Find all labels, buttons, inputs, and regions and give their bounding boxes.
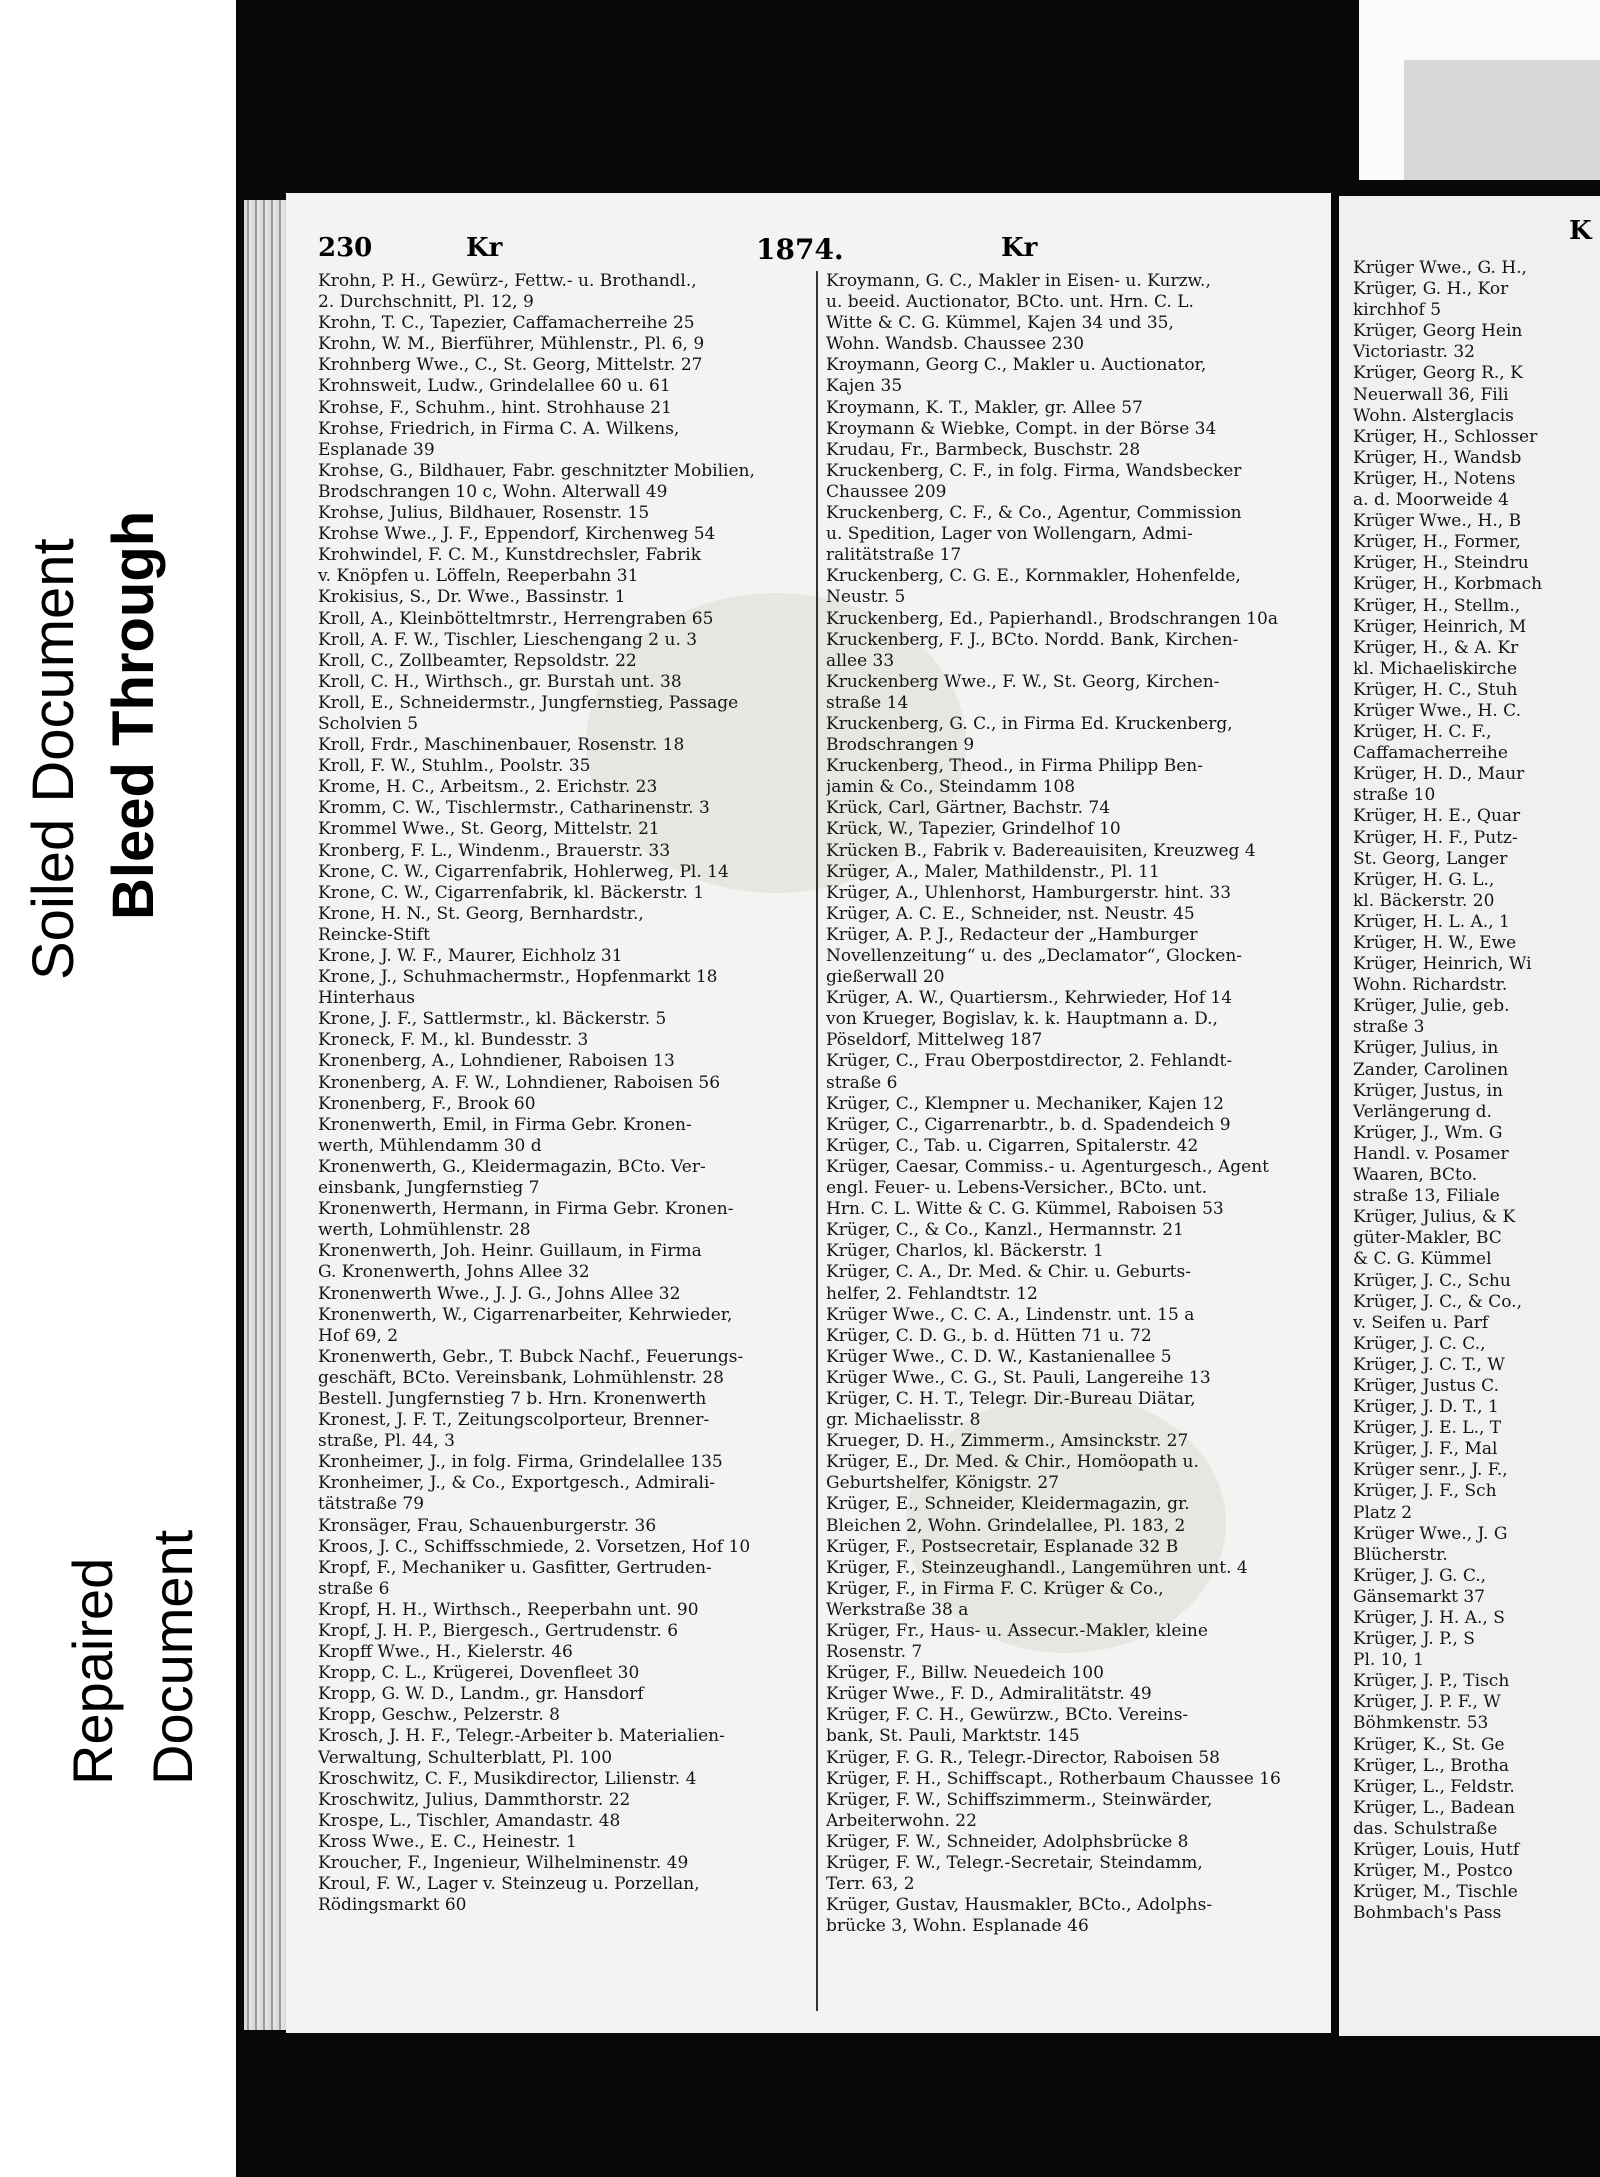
directory-entry-line: Chaussee 209 bbox=[826, 481, 947, 502]
directory-entry-line: Krommel Wwe., St. Georg, Mittelstr. 21 bbox=[318, 819, 660, 840]
directory-entry-line: Krone, C. W., Cigarrenfabrik, kl. Bäckerstr. 1 bbox=[318, 882, 705, 903]
directory-entry-line: Krüger, J. F., Sch bbox=[1353, 1481, 1497, 1502]
directory-entry-line: Kroymann, G. C., Makler in Eisen- u. Kurzw., bbox=[826, 271, 1211, 291]
directory-entry-line: Kroll, A. F. W., Tischler, Lieschengang 2 u. 3 bbox=[318, 629, 698, 650]
directory-entry-line: Krüger, J., Wm. G bbox=[1353, 1122, 1503, 1143]
directory-entry-line: Krück, W., Tapezier, Grindelhof 10 bbox=[826, 819, 1121, 840]
directory-entry-line: Krück, Carl, Gärtner, Bachstr. 74 bbox=[826, 798, 1111, 819]
header-letters-right: Kr bbox=[1001, 233, 1038, 263]
directory-entry-line: brücke 3, Wohn. Esplanade 46 bbox=[826, 1916, 1089, 1937]
directory-entry-line: Brodschrangen 10 c, Wohn. Alterwall 49 bbox=[318, 481, 668, 502]
directory-entry-line: Krüger, Julius, in bbox=[1353, 1038, 1499, 1059]
directory-entry-line: Kroymann, Georg C., Makler u. Auctionator, bbox=[826, 355, 1207, 376]
directory-entry-line: Wohn. Wandsb. Chaussee 230 bbox=[826, 334, 1085, 355]
directory-entry-line: Krone, H. N., St. Georg, Bernhardstr., bbox=[318, 903, 644, 924]
directory-entry-line: Esplanade 39 bbox=[318, 439, 435, 460]
directory-entry-line: Krüger, H. G. L., bbox=[1353, 869, 1495, 890]
directory-entry-line: Krüger, F. W., Schiffszimmerm., Steinwärder, bbox=[826, 1789, 1213, 1810]
soiled-document-label: Soiled Document bbox=[21, 538, 86, 980]
directory-entry-line: Krone, J. F., Sattlermstr., kl. Bäckerstr. 5 bbox=[318, 1009, 667, 1030]
directory-entry-line: Pöseldorf, Mittelweg 187 bbox=[826, 1030, 1043, 1051]
directory-entry-line: Kroll, A., Kleinbötteltmrstr., Herrengraben 65 bbox=[318, 608, 714, 629]
directory-entry-line: Neustr. 5 bbox=[826, 587, 906, 608]
directory-entry-line: Krüger, H. W., Ewe bbox=[1353, 933, 1517, 953]
directory-entry-line: Krüger, F. G. R., Telegr.-Director, Raboisen 58 bbox=[826, 1747, 1220, 1768]
directory-entry-line: Kropf, F., Mechaniker u. Gasfitter, Gertruden- bbox=[318, 1557, 712, 1578]
directory-entry-line: Kronenwerth, Joh. Heinr. Guillaum, in Firma bbox=[318, 1241, 702, 1262]
directory-entry-line: Platz 2 bbox=[1353, 1502, 1413, 1523]
directory-entry-line: Kronberg, F. L., Windenm., Brauerstr. 33 bbox=[318, 840, 671, 861]
directory-entry-line: Krüger, J. C., & Co., bbox=[1353, 1291, 1522, 1312]
directory-entry-line: Krüger, J. D. T., 1 bbox=[1353, 1397, 1499, 1418]
next-page-header: K bbox=[1569, 216, 1592, 246]
directory-entry-line: Krüger, L., Feldstr. bbox=[1353, 1776, 1515, 1797]
directory-entry-line: Krüger, C. A., Dr. Med. & Chir. u. Geburts- bbox=[826, 1262, 1191, 1283]
directory-entry-line: Wohn. Alsterglacis bbox=[1353, 405, 1514, 426]
directory-entry-line: gießerwall 20 bbox=[826, 967, 945, 988]
directory-entry-line: a. d. Moorweide 4 bbox=[1353, 490, 1509, 511]
page-header bbox=[286, 233, 1331, 269]
directory-entry-line: kirchhof 5 bbox=[1353, 300, 1442, 321]
directory-entry-line: Kroul, F. W., Lager v. Steinzeug u. Porzellan, bbox=[318, 1874, 700, 1895]
directory-entry-line: Krüger, L., Brotha bbox=[1353, 1755, 1510, 1776]
directory-entry-line: v. Knöpfen u. Löffeln, Reeperbahn 31 bbox=[318, 566, 639, 587]
directory-entry-line: straße 13, Filiale bbox=[1353, 1186, 1500, 1207]
directory-entry-line: Kronenberg, A. F. W., Lohndiener, Raboisen 56 bbox=[318, 1072, 721, 1093]
directory-entry-line: Kropp, Geschw., Pelzerstr. 8 bbox=[318, 1705, 560, 1726]
directory-entry-line: Geburtshelfer, Königstr. 27 bbox=[826, 1473, 1060, 1494]
directory-entry-line: Krüger, Fr., Haus- u. Assecur.-Makler, kleine bbox=[826, 1621, 1208, 1641]
directory-entry-line: Kromm, C. W., Tischlermstr., Catharinenstr. 3 bbox=[318, 798, 710, 819]
directory-entry-line: Krüger, H. E., Quar bbox=[1353, 806, 1521, 827]
directory-entry-line: Krüger, J. C. C., bbox=[1353, 1333, 1486, 1354]
directory-entry-line: Kroll, C. H., Wirthsch., gr. Burstah unt. 38 bbox=[318, 671, 682, 692]
directory-entry-line: Caffamacherreihe bbox=[1353, 743, 1508, 764]
directory-entry-line: Krüger Wwe., F. D., Admiralitätstr. 49 bbox=[826, 1684, 1152, 1705]
directory-entry-line: Hinterhaus bbox=[318, 988, 415, 1009]
adjacent-paper-shadow bbox=[1404, 60, 1600, 180]
directory-entry-line: Krüger, G. H., Kor bbox=[1353, 279, 1509, 300]
directory-entry-line: Kropp, C. L., Krügerei, Dovenfleet 30 bbox=[318, 1663, 640, 1684]
directory-entry-line: Kroll, F. W., Stuhlm., Poolstr. 35 bbox=[318, 756, 591, 777]
directory-entry-line: u. Spedition, Lager von Wollengarn, Admi- bbox=[826, 524, 1193, 545]
directory-entry-line: Krüger, Justus C. bbox=[1353, 1375, 1499, 1396]
directory-entry-line: Krüger, Heinrich, Wi bbox=[1353, 954, 1532, 975]
directory-entry-line: Verwaltung, Schulterblatt, Pl. 100 bbox=[318, 1747, 613, 1768]
directory-entry-line: Krüger, Louis, Hutf bbox=[1353, 1840, 1520, 1861]
directory-entry-line: Kroll, C., Zollbeamter, Repsoldstr. 22 bbox=[318, 650, 637, 671]
directory-entry-line: Krüger, H. L. A., 1 bbox=[1353, 911, 1510, 932]
directory-entry-line: Krüger, Charlos, kl. Bäckerstr. 1 bbox=[826, 1241, 1104, 1262]
directory-entry-line: Krohn, T. C., Tapezier, Caffamacherreihe 25 bbox=[318, 313, 695, 334]
directory-entry-line: Blücherstr. bbox=[1353, 1544, 1448, 1565]
directory-entry-line: Krüger, Julie, geb. bbox=[1353, 996, 1510, 1017]
directory-entry-line: straße 6 bbox=[826, 1072, 898, 1093]
directory-entry-line: Kropff Wwe., H., Kielerstr. 46 bbox=[318, 1642, 573, 1663]
directory-entry-line: 2. Durchschnitt, Pl. 12, 9 bbox=[318, 292, 534, 313]
directory-entry-line: Krüger, Georg R., K bbox=[1353, 363, 1523, 384]
directory-entry-line: Kronenwerth, Emil, in Firma Gebr. Kronen- bbox=[318, 1114, 692, 1135]
directory-entry-line: Victoriastr. 32 bbox=[1353, 342, 1475, 363]
directory-entry-line: Krüger, F., Steinzeughandl., Langemühren unt. 4 bbox=[826, 1557, 1248, 1578]
directory-entry-line: Krüger, H., Korbmach bbox=[1353, 574, 1543, 595]
directory-entry-line: ralitätstraße 17 bbox=[826, 545, 962, 566]
soiled-label-panel bbox=[0, 380, 255, 980]
directory-entry-line: Kruckenberg, C. F., in folg. Firma, Wandsbecker bbox=[826, 460, 1242, 481]
directory-entry-line: Krüger, Gustav, Hausmakler, BCto., Adolphs- bbox=[826, 1895, 1213, 1916]
directory-entry-line: Krohnberg Wwe., C., St. Georg, Mittelstr. 27 bbox=[318, 355, 703, 376]
directory-entry-line: Krohn, W. M., Bierführer, Mühlenstr., Pl. 6, 9 bbox=[318, 334, 705, 355]
directory-entry-line: Kruckenberg, F. J., BCto. Nordd. Bank, Kirchen- bbox=[826, 629, 1239, 650]
directory-entry-line: Kroll, Frdr., Maschinenbauer, Rosenstr. 18 bbox=[318, 735, 685, 756]
directory-entry-line: Krüger, Julius, & K bbox=[1353, 1207, 1516, 1228]
directory-entry-line: Krüger, K., St. Ge bbox=[1353, 1734, 1505, 1755]
directory-entry-line: Krone, C. W., Cigarrenfabrik, Hohlerweg, Pl. 14 bbox=[318, 861, 729, 882]
directory-entry-line: Krokisius, S., Dr. Wwe., Bassinstr. 1 bbox=[318, 587, 626, 608]
directory-entry-line: Krüger, J. E. L., T bbox=[1353, 1418, 1502, 1439]
directory-entry-line: Krüger, F. W., Telegr.-Secretair, Steindamm, bbox=[826, 1853, 1203, 1874]
directory-entry-line: Krüger, A. W., Quartiersm., Kehrwieder, Hof 14 bbox=[826, 988, 1233, 1009]
directory-entry-line: Kroschwitz, C. F., Musikdirector, Lilienstr. 4 bbox=[318, 1768, 697, 1789]
directory-entry-line: Krüger, J. C., Schu bbox=[1353, 1270, 1511, 1291]
directory-entry-line: Kruckenberg, Ed., Papierhandl., Brodschrangen 10a bbox=[826, 608, 1278, 629]
directory-entry-line: & C. G. Kümmel bbox=[1353, 1249, 1492, 1270]
directory-entry-line: Krüger, H., Wandsb bbox=[1353, 447, 1522, 468]
directory-entry-line: Krüger, A., Uhlenhorst, Hamburgerstr. hint. 33 bbox=[826, 882, 1232, 903]
directory-entry-line: Krudau, Fr., Barmbeck, Buschstr. 28 bbox=[826, 439, 1141, 460]
directory-entry-line: St. Georg, Langer bbox=[1353, 848, 1508, 869]
directory-entry-line: Böhmkenstr. 53 bbox=[1353, 1713, 1489, 1734]
directory-entry-line: Wohn. Richardstr. bbox=[1353, 975, 1508, 996]
directory-entry-line: Krüger senr., J. F., bbox=[1353, 1460, 1508, 1481]
directory-entry-line: jamin & Co., Steindamm 108 bbox=[826, 777, 1076, 798]
directory-entry-line: Kroucher, F., Ingenieur, Wilhelminenstr. 49 bbox=[318, 1853, 689, 1874]
directory-entry-line: Krüger, J. C. T., W bbox=[1353, 1354, 1505, 1375]
directory-entry-line: Kronenwerth, W., Cigarrenarbeiter, Kehrwieder, bbox=[318, 1304, 733, 1325]
directory-entry-line: Krüger, F. C. H., Gewürzw., BCto. Vereins- bbox=[826, 1705, 1189, 1726]
directory-entry-line: Kroymann, K. T., Makler, gr. Allee 57 bbox=[826, 397, 1143, 418]
directory-entry-line: Krüger, C. H. T., Telegr. Dir.-Bureau Diätar, bbox=[826, 1388, 1196, 1409]
directory-entry-line: Krüger Wwe., H. C. bbox=[1353, 700, 1521, 721]
directory-entry-line: Kropf, J. H. P., Biergesch., Gertrudenstr. 6 bbox=[318, 1621, 679, 1641]
directory-entry-line: Kronenwerth Wwe., J. J. G., Johns Allee 32 bbox=[318, 1283, 681, 1304]
directory-entry-line: allee 33 bbox=[826, 650, 895, 671]
directory-entry-line: das. Schulstraße bbox=[1353, 1818, 1498, 1839]
directory-entry-line: Krüger, J. P. F., W bbox=[1353, 1692, 1501, 1713]
directory-entry-line: Krüger, L., Badean bbox=[1353, 1797, 1515, 1818]
directory-entry-line: gr. Michaelisstr. 8 bbox=[826, 1410, 981, 1431]
directory-entry-line: Kroll, E., Schneidermstr., Jungfernstieg, Passage bbox=[318, 692, 739, 713]
directory-entry-line: Kruckenberg, C. F., & Co., Agentur, Commission bbox=[826, 503, 1242, 524]
directory-entry-line: Kroschwitz, Julius, Dammthorstr. 22 bbox=[318, 1789, 631, 1810]
directory-entry-line: Krüger, J. P., S bbox=[1353, 1629, 1475, 1650]
directory-entry-line: Scholvien 5 bbox=[318, 713, 419, 734]
column-left bbox=[318, 271, 808, 1916]
next-page-partial bbox=[1339, 196, 1600, 2036]
repaired-label: Repaired bbox=[61, 1557, 124, 1785]
directory-entry-line: Witte & C. G. Kümmel, Kajen 34 und 35, bbox=[826, 313, 1174, 334]
header-letters-left: Kr bbox=[466, 233, 503, 263]
directory-entry-line: Krüger Wwe., G. H., bbox=[1353, 258, 1527, 278]
directory-entry-line: Krospe, L., Tischler, Amandastr. 48 bbox=[318, 1810, 621, 1831]
directory-entry-line: Kruckenberg, G. C., in Firma Ed. Kruckenberg, bbox=[826, 713, 1233, 734]
repaired-label-panel bbox=[0, 1370, 255, 1830]
directory-entry-line: Novellenzeitung“ u. des „Declamator“, Glocken- bbox=[826, 946, 1243, 966]
column-divider bbox=[816, 271, 818, 2011]
directory-entry-line: Krüger, H. C. F., bbox=[1353, 722, 1492, 743]
directory-entry-line: Handl. v. Posamer bbox=[1353, 1143, 1509, 1164]
directory-entry-line: geschäft, BCto. Vereinsbank, Lohmühlenstr. 28 bbox=[318, 1367, 724, 1388]
directory-entry-line: Bohmbach's Pass bbox=[1353, 1903, 1502, 1924]
directory-entry-line: einsbank, Jungfernstieg 7 bbox=[318, 1178, 540, 1199]
directory-entry-line: Krüger, H., & A. Kr bbox=[1353, 637, 1519, 658]
directory-page bbox=[286, 193, 1331, 2033]
directory-entry-line: Brodschrangen 9 bbox=[826, 735, 975, 756]
directory-entry-line: straße 3 bbox=[1353, 1017, 1425, 1038]
directory-entry-line: Bleichen 2, Wohn. Grindelallee, Pl. 183, 2 bbox=[826, 1515, 1186, 1536]
directory-entry-line: Krohse Wwe., J. F., Eppendorf, Kirchenweg 54 bbox=[318, 524, 716, 545]
directory-entry-line: Krüger, Caesar, Commiss.- u. Agenturgesch., Agent bbox=[826, 1156, 1270, 1177]
column-right bbox=[826, 271, 1316, 1937]
directory-entry-line: Krüger, Justus, in bbox=[1353, 1080, 1503, 1101]
directory-entry-line: u. beeid. Auctionator, BCto. unt. Hrn. C. L. bbox=[826, 292, 1194, 313]
next-page-column bbox=[1353, 258, 1600, 1924]
directory-entry-line: Krüger, A., Maler, Mathildenstr., Pl. 11 bbox=[826, 861, 1160, 882]
directory-entry-line: Krüger, M., Postco bbox=[1353, 1861, 1513, 1882]
directory-entry-line: Krüger, C., & Co., Kanzl., Hermannstr. 21 bbox=[826, 1220, 1184, 1241]
directory-entry-line: güter-Makler, BC bbox=[1353, 1228, 1502, 1249]
directory-entry-line: Krüger Wwe., H., B bbox=[1353, 511, 1522, 532]
directory-entry-line: Kronenberg, A., Lohndiener, Raboisen 13 bbox=[318, 1051, 675, 1072]
directory-entry-line: Krüger, J. F., Mal bbox=[1353, 1439, 1498, 1460]
directory-entry-line: Kronsäger, Frau, Schauenburgerstr. 36 bbox=[318, 1515, 657, 1536]
directory-entry-line: Krüger, A. P. J., Redacteur der „Hamburger bbox=[826, 924, 1198, 945]
directory-entry-line: Hof 69, 2 bbox=[318, 1325, 399, 1346]
directory-entry-line: straße 10 bbox=[1353, 785, 1436, 806]
directory-entry-line: Kronest, J. F. T., Zeitungscolporteur, Brenner- bbox=[318, 1410, 710, 1431]
directory-entry-line: Gänsemarkt 37 bbox=[1353, 1586, 1485, 1607]
directory-entry-line: Kronheimer, J., & Co., Exportgesch., Admirali- bbox=[318, 1473, 716, 1494]
directory-entry-line: Krosch, J. H. F., Telegr.-Arbeiter b. Materialien- bbox=[318, 1726, 725, 1747]
directory-entry-line: Krüger, H., Former, bbox=[1353, 532, 1521, 553]
directory-entry-line: kl. Michaeliskirche bbox=[1353, 658, 1518, 679]
directory-entry-line: Krüger Wwe., C. D. W., Kastanienallee 5 bbox=[826, 1346, 1172, 1367]
directory-entry-line: Krüger, F., Postsecretair, Esplanade 32 B bbox=[826, 1536, 1179, 1557]
directory-entry-line: Waaren, BCto. bbox=[1353, 1165, 1478, 1186]
directory-entry-line: tätstraße 79 bbox=[318, 1494, 425, 1515]
directory-entry-line: Kruckenberg Wwe., F. W., St. Georg, Kirchen- bbox=[826, 671, 1220, 692]
directory-entry-line: von Krueger, Bogislav, k. k. Hauptmann a. D., bbox=[826, 1009, 1218, 1030]
directory-entry-line: werth, Lohmühlenstr. 28 bbox=[318, 1220, 531, 1241]
page-edges bbox=[244, 200, 290, 2030]
directory-entry-line: Kronenberg, F., Brook 60 bbox=[318, 1093, 536, 1114]
directory-entry-line: Krueger, D. H., Zimmerm., Amsinckstr. 27 bbox=[826, 1431, 1189, 1452]
directory-entry-line: Kroos, J. C., Schiffsschmiede, 2. Vorsetzen, Hof 10 bbox=[318, 1536, 751, 1557]
directory-entry-line: Krüger, H. C., Stuh bbox=[1353, 679, 1518, 700]
directory-entry-line: Krüger Wwe., J. G bbox=[1353, 1523, 1508, 1544]
directory-entry-line: Krüger Wwe., C. G., St. Pauli, Langereihe 13 bbox=[826, 1367, 1211, 1388]
directory-entry-line: v. Seifen u. Parf bbox=[1353, 1312, 1489, 1333]
directory-entry-line: Krone, J., Schuhmachermstr., Hopfenmarkt 18 bbox=[318, 967, 718, 988]
directory-entry-line: Krüger, F., in Firma F. C. Krüger & Co., bbox=[826, 1578, 1164, 1599]
directory-entry-line: helfer, 2. Fehlandtstr. 12 bbox=[826, 1283, 1038, 1304]
directory-entry-line: Kronenwerth, Hermann, in Firma Gebr. Kronen- bbox=[318, 1199, 734, 1220]
directory-entry-line: Krüger, C., Frau Oberpostdirector, 2. Fehlandt- bbox=[826, 1051, 1233, 1072]
directory-entry-line: Krome, H. C., Arbeitsm., 2. Erichstr. 23 bbox=[318, 777, 658, 798]
directory-entry-line: Krohwindel, F. C. M., Kunstdrechsler, Fabrik bbox=[318, 545, 702, 566]
directory-entry-line: Krüger, F., Billw. Neuedeich 100 bbox=[826, 1663, 1104, 1684]
directory-entry-line: Zander, Carolinen bbox=[1353, 1059, 1509, 1080]
directory-entry-line: Kropp, G. W. D., Landm., gr. Hansdorf bbox=[318, 1684, 644, 1705]
directory-entry-line: Rödingsmarkt 60 bbox=[318, 1895, 467, 1916]
directory-entry-line: Kroneck, F. M., kl. Bundesstr. 3 bbox=[318, 1030, 589, 1051]
directory-entry-line: Krüger, H. F., Putz- bbox=[1353, 827, 1518, 848]
directory-entry-line: Krüger, H., Steindru bbox=[1353, 553, 1529, 574]
directory-entry-line: Krüger, C., Cigarrenarbtr., b. d. Spadendeich 9 bbox=[826, 1114, 1231, 1135]
directory-entry-line: Krüger, J. G. C., bbox=[1353, 1565, 1487, 1586]
directory-entry-line: engl. Feuer- u. Lebens-Versicher., BCto. unt. bbox=[826, 1178, 1208, 1199]
directory-entry-line: Krüger, E., Schneider, Kleidermagazin, gr. bbox=[826, 1494, 1190, 1515]
directory-entry-line: Krücken B., Fabrik v. Badereauisiten, Kreuzweg 4 bbox=[826, 840, 1256, 861]
directory-entry-line: Werkstraße 38 a bbox=[826, 1599, 969, 1620]
directory-entry-line: bank, St. Pauli, Marktstr. 145 bbox=[826, 1726, 1080, 1747]
directory-entry-line: Kronenwerth, G., Kleidermagazin, BCto. Ver- bbox=[318, 1156, 706, 1177]
directory-entry-line: Krohse, Julius, Bildhauer, Rosenstr. 15 bbox=[318, 503, 650, 524]
directory-entry-line: Arbeiterwohn. 22 bbox=[826, 1810, 977, 1831]
directory-entry-line: Krüger, H., Schlosser bbox=[1353, 426, 1538, 447]
directory-entry-line: Kronheimer, J., in folg. Firma, Grindelallee 135 bbox=[318, 1452, 723, 1473]
directory-entry-line: Krüger, A. C. E., Schneider, nst. Neustr. 45 bbox=[826, 903, 1195, 924]
directory-entry-line: Rosenstr. 7 bbox=[826, 1642, 923, 1663]
directory-entry-line: Krüger, J. H. A., S bbox=[1353, 1608, 1505, 1628]
page-number: 230 bbox=[318, 233, 373, 263]
directory-entry-line: straße 14 bbox=[826, 692, 909, 713]
directory-entry-line: Terr. 63, 2 bbox=[826, 1874, 915, 1895]
directory-entry-line: Krüger, F. W., Schneider, Adolphsbrücke 8 bbox=[826, 1831, 1189, 1852]
directory-entry-line: kl. Bäckerstr. 20 bbox=[1353, 890, 1495, 911]
directory-entry-line: Kross Wwe., E. C., Heinestr. 1 bbox=[318, 1831, 577, 1852]
directory-entry-line: Hrn. C. L. Witte & C. G. Kümmel, Raboisen 53 bbox=[826, 1199, 1224, 1220]
directory-entry-line: Bestell. Jungfernstieg 7 b. Hrn. Kronenwerth bbox=[318, 1388, 707, 1409]
directory-entry-line: G. Kronenwerth, Johns Allee 32 bbox=[318, 1262, 590, 1283]
directory-entry-line: Krüger, F. H., Schiffscapt., Rotherbaum Chaussee 16 bbox=[826, 1768, 1281, 1789]
directory-entry-line: Krüger, M., Tischle bbox=[1353, 1882, 1518, 1903]
directory-entry-line: Krohn, P. H., Gewürz-, Fettw.- u. Brothandl., bbox=[318, 271, 697, 291]
directory-entry-line: Krüger, J. P., Tisch bbox=[1353, 1671, 1510, 1692]
scanned-book-image bbox=[236, 0, 1600, 2177]
directory-entry-line: Neuerwall 36, Fili bbox=[1353, 384, 1509, 405]
directory-entry-line: Pl. 10, 1 bbox=[1353, 1650, 1424, 1671]
header-year: 1874. bbox=[756, 233, 844, 266]
directory-entry-line: Kruckenberg, Theod., in Firma Philipp Ben- bbox=[826, 756, 1203, 777]
directory-entry-line: straße 6 bbox=[318, 1578, 390, 1599]
directory-entry-line: Verlängerung d. bbox=[1353, 1101, 1492, 1122]
directory-entry-line: Krüger, H., Stellm., bbox=[1353, 595, 1521, 616]
directory-entry-line: Reincke-Stift bbox=[318, 924, 430, 945]
directory-entry-line: Krüger Wwe., C. C. A., Lindenstr. unt. 15 a bbox=[826, 1304, 1195, 1325]
directory-entry-line: Kruckenberg, C. G. E., Kornmakler, Hohenfelde, bbox=[826, 566, 1241, 587]
directory-entry-line: Krohnsweit, Ludw., Grindelallee 60 u. 61 bbox=[318, 376, 671, 397]
document-label: Document bbox=[141, 1529, 204, 1785]
directory-entry-line: Krüger, H. D., Maur bbox=[1353, 764, 1525, 785]
directory-entry-line: Krohse, Friedrich, in Firma C. A. Wilkens, bbox=[318, 418, 680, 439]
directory-entry-line: Kropf, H. H., Wirthsch., Reeperbahn unt. 90 bbox=[318, 1599, 699, 1620]
directory-entry-line: Krüger, C. D. G., b. d. Hütten 71 u. 72 bbox=[826, 1325, 1152, 1346]
directory-entry-line: Krüger, C., Klempner u. Mechaniker, Kajen 12 bbox=[826, 1093, 1224, 1114]
directory-entry-line: Krüger, Georg Hein bbox=[1353, 321, 1523, 342]
directory-entry-line: werth, Mühlendamm 30 d bbox=[318, 1135, 542, 1156]
directory-entry-line: Krüger, Heinrich, M bbox=[1353, 616, 1527, 637]
directory-entry-line: straße, Pl. 44, 3 bbox=[318, 1431, 455, 1452]
directory-entry-line: Kronenwerth, Gebr., T. Bubck Nachf., Feuerungs- bbox=[318, 1346, 744, 1367]
directory-entry-line: Krüger, C., Tab. u. Cigarren, Spitalerstr. 42 bbox=[826, 1135, 1199, 1156]
directory-entry-line: Kroymann & Wiebke, Compt. in der Börse 34 bbox=[826, 418, 1217, 439]
directory-entry-line: Krone, J. W. F., Maurer, Eichholz 31 bbox=[318, 946, 623, 966]
directory-entry-line: Kajen 35 bbox=[826, 376, 903, 397]
directory-entry-line: Krohse, G., Bildhauer, Fabr. geschnitzter Mobilien, bbox=[318, 460, 755, 481]
directory-entry-line: Krüger, E., Dr. Med. & Chir., Homöopath u. bbox=[826, 1452, 1199, 1473]
bleed-through-label: Bleed Through bbox=[101, 510, 166, 920]
directory-entry-line: Krohse, F., Schuhm., hint. Strohhause 21 bbox=[318, 397, 672, 418]
directory-entry-line: Krüger, H., Notens bbox=[1353, 468, 1516, 489]
